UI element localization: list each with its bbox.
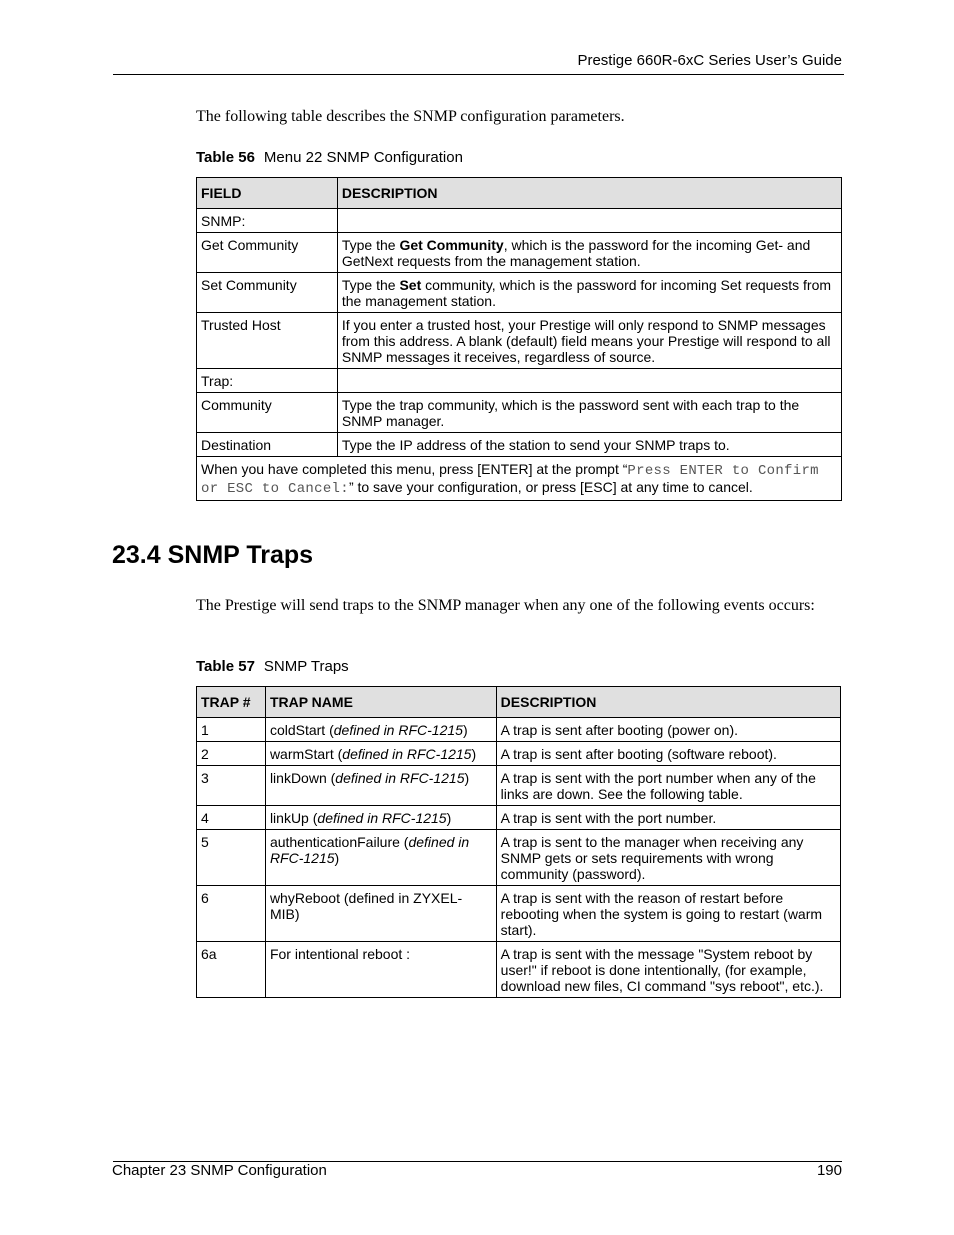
description-cell [337, 369, 841, 393]
snmp-traps-table [196, 686, 841, 998]
prompt-text: Press ENTER to Confirm or ESC to Cancel: [201, 463, 819, 497]
table-row [197, 369, 842, 393]
trap-number-cell: 5 [197, 830, 266, 886]
running-header: Prestige 660R-6xC Series User’s Guide [577, 52, 842, 69]
description-cell: A trap is sent with the reason of restart before rebooting when the system is going to restart (warm start). [496, 886, 840, 942]
description-cell [337, 209, 841, 233]
traps-intro-paragraph: The Prestige will send traps to the SNMP manager when any one of the following events occurs: [196, 597, 815, 614]
trap-name-cell: coldStart (defined in RFC-1215) [265, 718, 496, 742]
description-cell: A trap is sent to the manager when receiving any SNMP gets or sets requirements with wrong community (password). [496, 830, 840, 886]
table57-title: SNMP Traps [263, 658, 349, 675]
description-cell: A trap is sent with the port number. [496, 806, 840, 830]
table-row [197, 830, 841, 886]
description-cell: A trap is sent with the port number when any of the links are down. See the following table. [496, 766, 840, 806]
table-row [197, 393, 842, 433]
description-cell: Type the Set community, which is the password for incoming Set requests from the management station. [337, 273, 841, 313]
table-row [197, 233, 842, 273]
trap-name-cell: warmStart (defined in RFC-1215) [265, 742, 496, 766]
table57-label: Table 57 [196, 658, 255, 675]
header-rule [113, 74, 844, 75]
trap-name-cell: whyReboot (defined in ZYXEL-MIB) [265, 886, 496, 942]
field-cell: Get Community [197, 233, 338, 273]
table-row [197, 209, 842, 233]
description-cell: A trap is sent after booting (power on). [496, 718, 840, 742]
table57-caption [196, 658, 349, 675]
trap-number-cell: 6a [197, 942, 266, 998]
trap-number-cell: 6 [197, 886, 266, 942]
trap-number-cell: 1 [197, 718, 266, 742]
description-cell: If you enter a trusted host, your Prestige will only respond to SNMP messages from this address. A blank (default) field means your Prestige will respond to all SNMP messages it receives, regardless of source. [337, 313, 841, 369]
description-cell: A trap is sent with the message "System reboot by user!" if reboot is done intentionally, (for example, download new files, CI command "sys reboot", etc.). [496, 942, 840, 998]
field-cell: Trusted Host [197, 313, 338, 369]
field-cell: Community [197, 393, 338, 433]
table56-label: Table 56 [196, 149, 255, 166]
trap-name-cell: linkUp (defined in RFC-1215) [265, 806, 496, 830]
description-cell: Type the Get Community, which is the password for the incoming Get- and GetNext requests from the management station. [337, 233, 841, 273]
table-row [197, 806, 841, 830]
snmp-config-table [196, 177, 842, 501]
field-cell: SNMP: [197, 209, 338, 233]
table-row [197, 433, 842, 457]
column-header: TRAP # [197, 687, 266, 718]
field-cell: Destination [197, 433, 338, 457]
table56-caption [196, 149, 463, 166]
chapter-footer: Chapter 23 SNMP Configuration [112, 1162, 327, 1179]
field-cell: Trap: [197, 369, 338, 393]
trap-name-cell: For intentional reboot : [265, 942, 496, 998]
field-cell: Set Community [197, 273, 338, 313]
trap-number-cell: 2 [197, 742, 266, 766]
description-cell: Type the IP address of the station to send your SNMP traps to. [337, 433, 841, 457]
column-header: DESCRIPTION [496, 687, 840, 718]
description-cell: A trap is sent after booting (software reboot). [496, 742, 840, 766]
table-row [197, 273, 842, 313]
trap-number-cell: 3 [197, 766, 266, 806]
table-row [197, 313, 842, 369]
column-header: TRAP NAME [265, 687, 496, 718]
column-header: FIELD [197, 178, 338, 209]
section-heading: 23.4 SNMP Traps [112, 541, 314, 569]
table-footer-row [197, 457, 842, 501]
table-header-row [197, 178, 842, 209]
table-row [197, 886, 841, 942]
trap-number-cell: 4 [197, 806, 266, 830]
description-cell: Type the trap community, which is the password sent with each trap to the SNMP manager. [337, 393, 841, 433]
intro-paragraph: The following table describes the SNMP configuration parameters. [196, 108, 625, 125]
table-note-cell: When you have completed this menu, press [ENTER] at the prompt “Press ENTER to Confirm or ESC to Cancel:” to save your configuration, or press [ESC] at any time to cancel. [197, 457, 842, 501]
table-row [197, 742, 841, 766]
trap-name-cell: linkDown (defined in RFC-1215) [265, 766, 496, 806]
table56-title: Menu 22 SNMP Configuration [263, 149, 463, 166]
table-row [197, 718, 841, 742]
table-header-row [197, 687, 841, 718]
table-row [197, 942, 841, 998]
trap-name-cell: authenticationFailure (defined in RFC-1215) [265, 830, 496, 886]
column-header: DESCRIPTION [337, 178, 841, 209]
page-number: 190 [816, 1162, 842, 1179]
table-row [197, 766, 841, 806]
